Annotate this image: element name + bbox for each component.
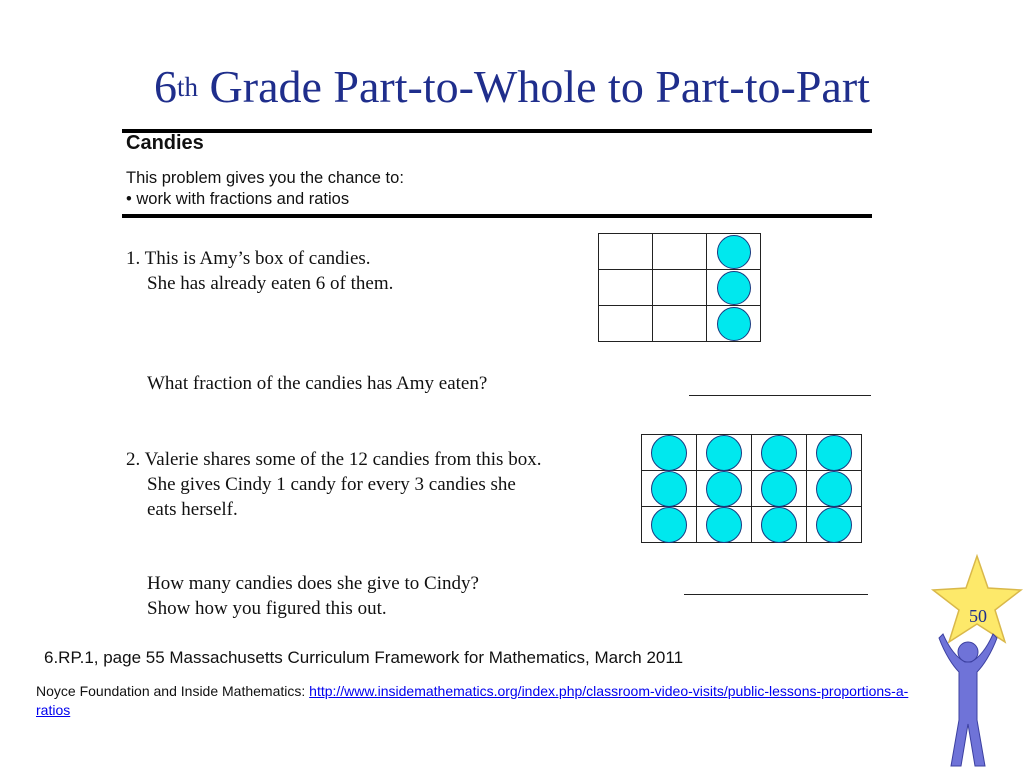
title-number: 6 [154, 61, 178, 112]
box-cell [752, 507, 807, 543]
candy-icon [816, 435, 852, 471]
candy-icon [706, 435, 742, 471]
slide-number: 50 [969, 606, 987, 626]
box-cell [599, 234, 653, 270]
worksheet-intro [126, 168, 404, 210]
question-2-line-2: She gives Cindy 1 candy for every 3 candies she [147, 474, 516, 495]
title-superscript: th [177, 72, 199, 102]
candy-icon [651, 435, 687, 471]
box-row [599, 306, 761, 342]
candy-icon [717, 235, 751, 269]
title-text: Grade Part-to-Whole to Part-to-Part [198, 61, 870, 112]
answer-line-1 [689, 395, 871, 396]
question-1-line-1: 1. This is Amy’s box of candies. [126, 248, 371, 269]
box-cell [697, 507, 752, 543]
candy-icon [816, 507, 852, 543]
box-cell [697, 471, 752, 507]
box-cell [599, 306, 653, 342]
source-link[interactable]: http://www.insidemathematics.org/index.php/classroom-video-visits/public-lessons-proportions-a-ratios [36, 683, 909, 718]
box-cell [653, 234, 707, 270]
candy-icon [717, 271, 751, 305]
candy-icon [761, 507, 797, 543]
star-icon [933, 556, 1021, 642]
box-cell [707, 270, 761, 306]
source-credit [36, 682, 936, 720]
box-row [599, 270, 761, 306]
box-cell [642, 471, 697, 507]
amy-candy-box [598, 233, 761, 342]
box-cell [707, 234, 761, 270]
intro-bullet: • work with fractions and ratios [126, 190, 350, 208]
box-cell [642, 507, 697, 543]
box-row [599, 234, 761, 270]
candy-icon [651, 471, 687, 507]
question-1-line-2: She has already eaten 6 of them. [147, 273, 394, 294]
worksheet-heading: Candies [126, 132, 204, 154]
star-mascot-icon [915, 552, 1024, 768]
box-row [642, 435, 862, 471]
candy-icon [761, 471, 797, 507]
box-cell [653, 270, 707, 306]
box-cell [599, 270, 653, 306]
box-row [642, 507, 862, 543]
intro-line: This problem gives you the chance to: [126, 169, 404, 187]
answer-line-2 [684, 594, 868, 595]
question-1-prompt: What fraction of the candies has Amy eaten? [147, 373, 488, 394]
box-cell [642, 435, 697, 471]
question-2-prompt: How many candies does she give to Cindy? [147, 573, 479, 594]
candy-icon [717, 307, 751, 341]
box-cell [807, 507, 862, 543]
box-cell [697, 435, 752, 471]
question-2-line-1: 2. Valerie shares some of the 12 candies from this box. [126, 449, 542, 470]
source-prefix: Noyce Foundation and Inside Mathematics: [36, 683, 310, 699]
box-cell [752, 471, 807, 507]
candy-icon [761, 435, 797, 471]
candy-icon [816, 471, 852, 507]
bottom-rule [122, 214, 872, 218]
box-cell [653, 306, 707, 342]
box-cell [707, 306, 761, 342]
candy-icon [706, 471, 742, 507]
question-2-line-3: eats herself. [147, 499, 238, 520]
candy-icon [706, 507, 742, 543]
citation: 6.RP.1, page 55 Massachusetts Curriculum Framework for Mathematics, March 2011 [44, 648, 684, 667]
candy-icon [651, 507, 687, 543]
question-2-prompt-2: Show how you figured this out. [147, 598, 387, 619]
box-cell [807, 435, 862, 471]
box-cell [752, 435, 807, 471]
person-figure-icon [939, 634, 997, 766]
valerie-candy-box [641, 434, 862, 543]
box-row [642, 471, 862, 507]
box-cell [807, 471, 862, 507]
top-rule [122, 129, 872, 133]
